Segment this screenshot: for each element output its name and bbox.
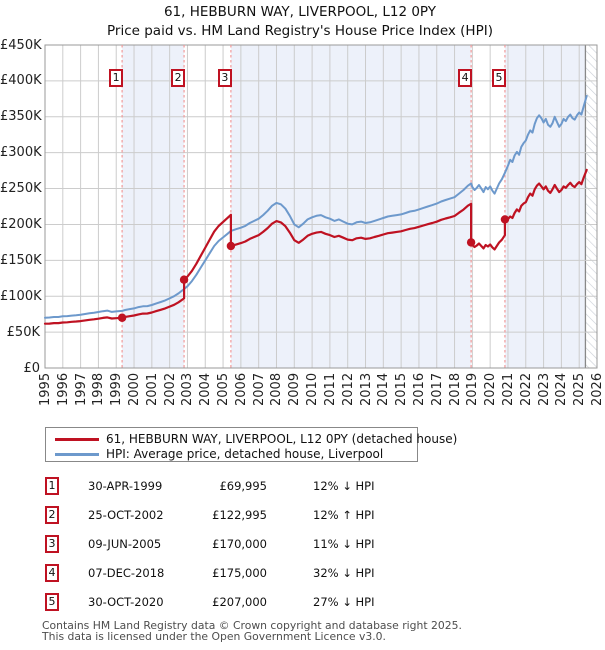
y-tick-label: £450K [0,37,42,53]
sale-price: £170,000 [212,537,267,551]
x-tick-label: 2012 [340,372,356,406]
legend-label: 61, HEBBURN WAY, LIVERPOOL, L12 0PY (detached house) [106,432,458,446]
x-tick-label: 2011 [322,372,338,406]
sale-hpi-delta: 27% ↓ HPI [313,595,375,609]
table-row-sale-1 [0,477,600,497]
x-tick-label: 2018 [447,372,463,406]
y-tick-label: £150K [0,252,42,268]
sale-dot [227,242,235,250]
x-tick-label: 1996 [55,372,71,406]
sale-dot [467,238,475,246]
page-subtitle: Price paid vs. HM Land Registry's House Price Index (HPI) [107,23,493,39]
sale-number-badge: 1 [45,477,59,495]
table-row-sale-2 [0,506,600,526]
x-tick-label: 2026 [590,372,605,406]
x-tick-label: 2023 [536,372,552,406]
x-tick-label: 2002 [162,372,178,406]
sale-marker-5: 5 [492,69,506,87]
y-tick-label: £250K [0,181,42,197]
sale-hpi-delta: 11% ↓ HPI [313,537,375,551]
x-tick-label: 2015 [394,372,410,406]
y-tick-label: £200K [0,216,42,232]
sale-marker-1: 1 [109,69,123,87]
x-tick-label: 2025 [572,372,588,406]
owned-period-shade [505,45,585,368]
x-tick-label: 2013 [358,372,374,406]
x-tick-label: 2019 [465,372,481,406]
x-tick-label: 2024 [554,372,570,406]
owned-period-shade [122,45,184,368]
sale-marker-2: 2 [171,69,185,87]
sale-number-badge: 2 [45,506,59,524]
x-tick-label: 2009 [287,372,303,406]
chart-legend [45,427,458,462]
sale-number-badge: 3 [45,535,59,553]
x-tick-label: 1997 [73,372,89,406]
sale-dot [118,314,126,322]
x-tick-label: 2010 [305,372,321,406]
x-tick-label: 2014 [376,372,392,406]
sale-marker-3: 3 [218,69,232,87]
table-row-sale-4 [0,564,600,584]
x-tick-label: 2005 [216,372,232,406]
y-tick-label: £400K [0,73,42,89]
owned-period-shade [231,45,471,368]
x-tick-label: 2004 [198,372,214,406]
footer-licence: This data is licensed under the Open Government Licence v3.0. [42,630,386,643]
sale-price: £69,995 [219,479,267,493]
x-tick-label: 2003 [180,372,196,406]
x-tick-label: 2021 [500,372,516,406]
sale-date: 09-JUN-2005 [88,537,162,551]
x-tick-label: 2017 [429,372,445,406]
sale-hpi-delta: 32% ↓ HPI [313,566,375,580]
x-tick-label: 2008 [269,372,285,406]
sale-date: 30-OCT-2020 [88,595,164,609]
sale-date: 30-APR-1999 [88,479,163,493]
legend-row [46,446,417,462]
sale-marker-4: 4 [458,69,472,87]
x-tick-label: 2006 [233,372,249,406]
x-tick-label: 2000 [127,372,143,406]
footer-copyright: Contains HM Land Registry data © Crown copyright and database right 2025. [42,619,462,632]
sale-date: 07-DEC-2018 [88,566,165,580]
legend-label: HPI: Average price, detached house, Liverpool [106,447,384,461]
x-tick-label: 1995 [38,372,53,406]
sale-price: £175,000 [212,566,267,580]
price-line-swatch [55,438,99,441]
y-tick-label: £300K [0,145,42,161]
x-tick-label: 1998 [91,372,107,406]
y-tick-label: £100K [0,288,42,304]
x-tick-label: 1999 [109,372,125,406]
y-tick-label: £50K [6,324,40,340]
sale-price: £207,000 [212,595,267,609]
y-tick-label: £350K [0,109,42,125]
x-tick-label: 2007 [251,372,267,406]
sale-number-badge: 4 [45,564,59,582]
sale-price: £122,995 [212,508,267,522]
sale-dot [501,215,509,223]
sale-number-badge: 5 [45,593,59,611]
sale-date: 25-OCT-2002 [88,508,164,522]
table-row-sale-3 [0,535,600,555]
table-row-sale-5 [0,593,600,613]
x-tick-label: 2020 [483,372,499,406]
page-title: 61, HEBBURN WAY, LIVERPOOL, L12 0PY [163,4,437,20]
x-tick-label: 2016 [411,372,427,406]
hpi-line-swatch [55,453,99,456]
sale-hpi-delta: 12% ↓ HPI [313,479,375,493]
x-tick-label: 2001 [144,372,160,406]
provisional-data-hatch [585,45,597,368]
legend-row [46,431,458,447]
x-tick-label: 2022 [518,372,534,406]
sale-dot [180,276,188,284]
y-tick-label: £0 [23,360,40,376]
sale-hpi-delta: 12% ↑ HPI [313,508,375,522]
